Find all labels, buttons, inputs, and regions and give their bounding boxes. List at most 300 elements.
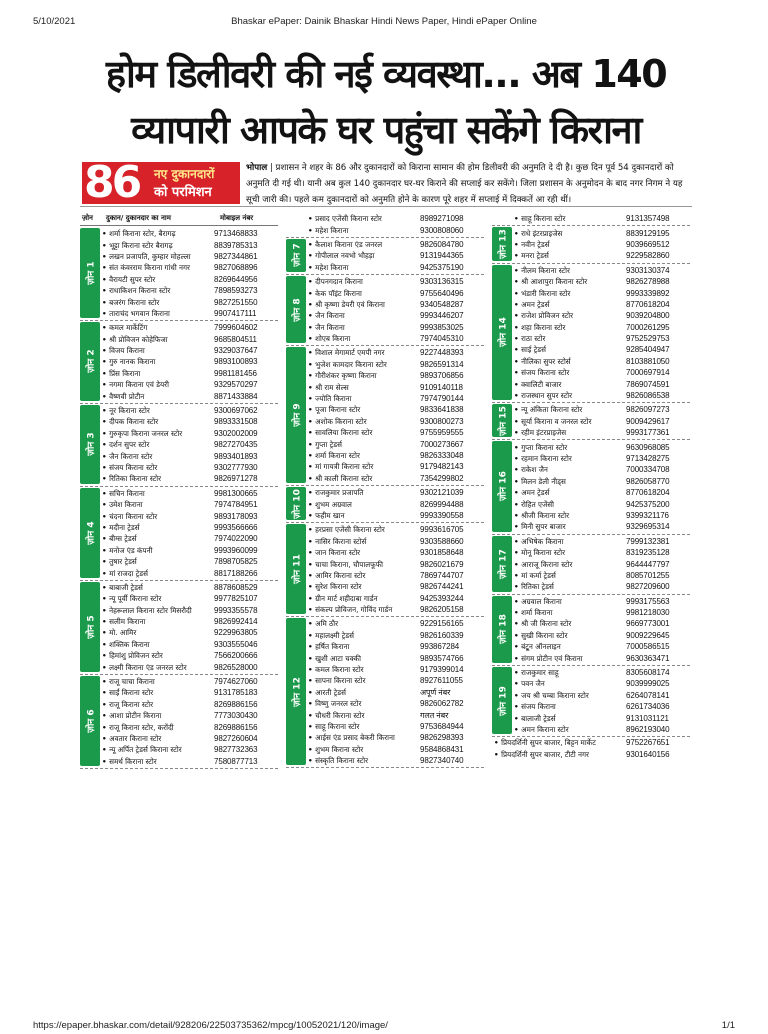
mobile-number: 9893178093 (214, 511, 258, 521)
table-row (514, 276, 690, 287)
mobile-number: 9893331508 (214, 417, 258, 427)
zone-label-text: ज़ोन 3 (86, 432, 97, 456)
header-zone: ज़ोन (82, 214, 93, 222)
mobile-number: 7000586515 (626, 642, 670, 652)
table-row (514, 521, 690, 532)
shop-name: • श्रीजी किराना स्टोर (514, 510, 626, 521)
shop-name: • नवीन ट्रेडर्स (514, 239, 626, 250)
table-row (308, 276, 484, 287)
mobile-number: 8269886156 (214, 699, 258, 709)
mobile-number: 9425375200 (626, 499, 670, 509)
table-row (514, 476, 690, 487)
mobile-number: 9993566666 (214, 522, 258, 532)
shop-name: • आराजू किराना स्टोर (514, 559, 626, 570)
shop-name: • केक पॉइंट किराना (308, 288, 420, 299)
shop-name: • नगमा किराना एवं डेयरी (102, 379, 214, 390)
mobile-number: 9300697062 (214, 406, 258, 416)
shop-name: • गुप्ता ट्रेडर्स (308, 439, 420, 450)
permission-badge (82, 157, 240, 208)
table-row (308, 581, 484, 592)
mobile-number: 9303130374 (626, 265, 670, 275)
table-row (514, 378, 690, 389)
table-row (308, 347, 484, 358)
shop-name: • वैरायटी सुपर स्टोर (102, 274, 214, 285)
shop-name: • श्री कृष्णा डेयरी एवं किराना (308, 299, 420, 310)
zone-label (286, 347, 306, 483)
shop-name: • मनोज एंड कंपनी (102, 545, 214, 556)
mobile-number: 9833641838 (420, 405, 464, 415)
mobile-number: 7898593273 (214, 286, 258, 296)
mobile-number: 8989271098 (420, 214, 464, 224)
shop-name: • जैन किराना स्टोर (102, 451, 214, 462)
shop-name: • बंटू्न ऑनलाइन (514, 641, 626, 652)
table-row (102, 627, 278, 638)
shop-name: • जैन किराना (308, 322, 420, 333)
zone-label-text: ज़ोन 9 (292, 403, 303, 427)
shop-name: • चाचा किराना, चौपालफूफी (308, 559, 420, 570)
zone-label (80, 676, 100, 766)
table-row (102, 334, 278, 345)
zone-block (492, 666, 690, 737)
mobile-number: 9630363471 (626, 653, 670, 663)
zone-label (492, 227, 512, 260)
shop-name: • ज्योति किराना (308, 393, 420, 404)
mobile-number: 8269994488 (420, 499, 464, 509)
zone-label (492, 441, 512, 531)
shop-name: • रहमान किराना स्टोर (514, 453, 626, 464)
shop-name: • ताराचंद भगवान किराना (102, 308, 214, 319)
table-row (308, 664, 484, 675)
table-row (514, 367, 690, 378)
shop-name: • सलीम किराना (102, 616, 214, 627)
table-row (514, 690, 690, 701)
shop-name: • अभिषेक किराना (514, 536, 626, 547)
header-shop: दुकान/ दुकानदार का नाम (106, 214, 171, 222)
zone-label (80, 488, 100, 578)
table-row (308, 498, 484, 509)
zone-label (492, 536, 512, 592)
mobile-number: 9826744241 (420, 582, 464, 592)
shop-name: • उमेश किराना (102, 499, 214, 510)
mobile-number: 6261734036 (626, 702, 670, 712)
shop-name: • सापना किराना स्टोर (308, 675, 420, 686)
mobile-number: गलत नंबर (420, 710, 449, 720)
mobile-number: 9826298393 (420, 733, 464, 743)
zone-block (286, 275, 484, 346)
shop-name: • ग्रीन मार्ट शहीदाबा गार्डन (308, 593, 420, 604)
shop-name: • रोहित एजेंसी (514, 499, 626, 510)
mobile-number: 8839129195 (626, 228, 670, 238)
mobile-number: 9893401893 (214, 451, 258, 461)
shop-name: • महेश किराना (308, 225, 420, 236)
mobile-number: 8962193040 (626, 724, 670, 734)
shop-name: • अमन ट्रेडर्स (514, 299, 626, 310)
mobile-number: 9993175563 (626, 596, 670, 606)
shop-name: • मिनी सुपर बाजार (514, 521, 626, 532)
shop-name: • सावलिया किराना स्टोर (308, 427, 420, 438)
shop-name: • मदीना ट्रेडर्स (102, 522, 214, 533)
table-row (514, 404, 690, 415)
shop-name: • आशा प्रोटीन किराना (102, 710, 214, 721)
mobile-number: 9301640156 (626, 749, 670, 759)
table-row (514, 213, 690, 224)
table-row (102, 605, 278, 616)
table-row (514, 227, 690, 238)
mobile-number: 8305608174 (626, 668, 670, 678)
shop-name: • राजकुमार प्रजापति (308, 487, 420, 498)
mobile-number: 9826333048 (420, 451, 464, 460)
mobile-number: 9826097273 (626, 405, 670, 415)
zone-label-text: ज़ोन 1 (86, 261, 97, 285)
shop-name: • रितिका ट्रेडर्स (514, 581, 626, 592)
shop-name: • अमन किराना स्टोर (514, 724, 626, 735)
mobile-number: 9993616705 (420, 525, 464, 535)
shop-name: • जय श्री चम्बा किराना स्टोर (514, 690, 626, 701)
column-1 (80, 212, 278, 769)
mobile-number: 9329570297 (214, 380, 258, 390)
table-row (102, 251, 278, 262)
shop-name: • भंडारी किराना स्टोर (514, 288, 626, 299)
shop-name: • कैलाश किराना एंड जनरल (308, 239, 420, 250)
mobile-number: 9752529753 (626, 334, 670, 344)
mobile-number: 9584868431 (420, 744, 464, 754)
table-row (102, 428, 278, 439)
table-row (102, 488, 278, 499)
table-row (102, 582, 278, 593)
table-row (308, 461, 484, 472)
zone-label-text: ज़ोन 5 (86, 615, 97, 639)
shop-name: • हरप्रसा एजेंसी किराना स्टोर (308, 524, 420, 535)
shop-name: • साईं किराना स्टोर (102, 687, 214, 698)
mobile-number: 9893706856 (420, 371, 464, 381)
zone-label (80, 322, 100, 401)
mobile-number: 9893100893 (214, 357, 258, 367)
table-row (308, 675, 484, 686)
zone-label (492, 667, 512, 734)
shop-name: • श्री जी किराना स्टोर (514, 618, 626, 629)
table-row (102, 473, 278, 484)
shop-name: • वैष्णवी प्रोटीन (102, 391, 214, 402)
table-row (308, 536, 484, 547)
shop-name: • न्यू पूर्वी किराना स्टोर (102, 593, 214, 604)
table-row (102, 650, 278, 661)
shop-name: • दर्शन सुपर स्टोर (102, 439, 214, 450)
table-row (102, 228, 278, 239)
mobile-number: 9981300665 (214, 488, 258, 498)
table-row (308, 721, 484, 732)
table-row (308, 370, 484, 381)
table-row (514, 356, 690, 367)
shop-name: • मां राजदा ट्रेडर्स (102, 568, 214, 579)
mobile-number: 9425375190 (420, 262, 464, 272)
table-row (308, 381, 484, 392)
shop-name: • भुजेश कामदार किराना स्टोर (308, 359, 420, 370)
shop-name: • सूर्या किराना व जनरल स्टोर (514, 416, 626, 427)
shop-name: • न्यू अंकिता किराना स्टोर (514, 404, 626, 415)
zone-block (492, 226, 690, 263)
table-row (308, 709, 484, 720)
mobile-number: 9993960099 (214, 545, 258, 555)
mobile-number: 9644447797 (626, 559, 670, 569)
mobile-number: 9039999025 (626, 679, 670, 689)
mobile-number: 8085701255 (626, 570, 670, 580)
table-row (308, 744, 484, 755)
table-row (102, 522, 278, 533)
shop-name: • आईस एंड प्रसाद बेकरी किराना (308, 732, 420, 743)
zone-label-text: ज़ोन 10 (292, 488, 303, 519)
table-row (514, 322, 690, 333)
mobile-number: 9826205158 (420, 605, 464, 615)
zone-block (80, 321, 278, 404)
shop-name: • न्यू अर्पित ट्रेडर्स किराना स्टोर (102, 744, 214, 755)
shop-name: • चौधरी किराना स्टोर (308, 710, 420, 721)
shop-name: • नूर किराना स्टोर (102, 405, 214, 416)
zone-label (80, 228, 100, 318)
shop-name: • पूजा किराना स्टोर (308, 404, 420, 415)
zone-label (286, 487, 306, 520)
shop-name: • दीपक किराना स्टोर (102, 416, 214, 427)
mobile-number: 9827209600 (626, 582, 670, 592)
mobile-number: 9713468833 (214, 229, 258, 239)
table-row (102, 733, 278, 744)
mobile-number: 9826084780 (420, 239, 464, 249)
mobile-number: 7974045310 (420, 334, 464, 344)
mobile-number: 9399321176 (626, 510, 669, 520)
table-row (514, 607, 690, 618)
print-header (0, 16, 768, 30)
shop-name: • संजय किराना (514, 701, 626, 712)
table-row (102, 616, 278, 627)
table-row (514, 390, 690, 401)
table-row (308, 393, 484, 404)
zone-block (492, 535, 690, 595)
mobile-number: 9329695314 (626, 522, 670, 532)
zone-label-text: ज़ोन 12 (292, 676, 303, 707)
header-mobile: मोबाइल नंबर (220, 214, 254, 222)
zone-block (286, 523, 484, 617)
table-row (514, 596, 690, 607)
mobile-number: 993867284 (420, 642, 460, 652)
zone-label (286, 618, 306, 765)
zone-block (286, 212, 484, 238)
shop-name: • राजकुमार साहू (514, 667, 626, 678)
mobile-number: 9303555046 (214, 639, 258, 649)
table-row (514, 630, 690, 641)
mobile-number: 9630968085 (626, 442, 670, 452)
mobile-number: 9993355578 (214, 605, 258, 615)
table-row (102, 345, 278, 356)
mobile-number: 9229582860 (626, 251, 670, 261)
mobile-number: 9303136315 (420, 277, 464, 287)
table-row (102, 499, 278, 510)
zone-label (286, 239, 306, 272)
shop-name: • विशाल मेगामार्ट एमपी नगर (308, 347, 420, 358)
table-row (308, 755, 484, 766)
mobile-number: 9179482143 (420, 462, 464, 472)
zone-block (80, 675, 278, 769)
shop-name: • शहा किराना स्टोर (514, 322, 626, 333)
zone-block (286, 486, 484, 523)
table-row (514, 712, 690, 723)
shop-name: • संत कंवरराम किराना गांधी नगर (102, 262, 214, 273)
mobile-number: 9285404947 (626, 345, 670, 355)
mobile-number: 9827340740 (420, 756, 464, 766)
table-row (102, 687, 278, 698)
table-row (308, 310, 484, 321)
mobile-number: 9827270435 (214, 440, 258, 450)
shop-name: • राधे इंटरप्राइजेस (514, 228, 626, 239)
table-row (102, 710, 278, 721)
mobile-number: 8269644956 (214, 274, 258, 284)
shop-name: • तुषार ट्रेडर्स (102, 556, 214, 567)
zone-label (286, 524, 306, 614)
table-row (308, 250, 484, 261)
table-row (514, 498, 690, 509)
shop-name: • राधाकिशन किराना स्टोर (102, 285, 214, 296)
zone-block (286, 617, 484, 768)
table-row (308, 641, 484, 652)
shop-name: • सुखी किराना स्टोर (514, 630, 626, 641)
table-row (308, 450, 484, 461)
shop-name: • संजय किराना स्टोर (102, 462, 214, 473)
mobile-number: 9752267651 (626, 738, 670, 748)
table-row (514, 239, 690, 250)
shop-name: • मनरा ट्रेडर्स (514, 250, 626, 261)
mobile-number: 9340548287 (420, 299, 464, 309)
mobile-number: 9131031121 (626, 713, 669, 723)
table-row (514, 510, 690, 521)
table-row (102, 262, 278, 273)
table-row (514, 250, 690, 261)
mobile-number: 9753684944 (420, 721, 464, 731)
mobile-number: 9993446207 (420, 311, 464, 321)
zone-label-text: ज़ोन 8 (292, 297, 303, 322)
column-2 (286, 212, 484, 768)
table-row (102, 416, 278, 427)
shop-name: • कमल मार्केटिंग (102, 322, 214, 333)
shop-name: • मां कर्मा ट्रेडर्स (514, 570, 626, 581)
print-page-title: Bhaskar ePaper: Dainik Bhaskar Hindi News Paper, Hindi ePaper Online (231, 16, 537, 27)
table-row (308, 262, 484, 273)
shop-name: • महालक्ष्मी ट्रेडर्स (308, 630, 420, 641)
zone-block (286, 346, 484, 486)
table-row (102, 462, 278, 473)
zone-label-text: ज़ोन 7 (292, 243, 303, 268)
table-row (514, 701, 690, 712)
table-row (102, 744, 278, 755)
mobile-number: 9827260604 (214, 733, 258, 743)
shop-name: • संस्कृति किराना स्टोर (308, 755, 420, 766)
mobile-number: 7354299802 (420, 473, 464, 483)
table-row (102, 439, 278, 450)
shop-name: • मां गायत्री किराना स्टोर (308, 461, 420, 472)
table-row (102, 322, 278, 333)
zone-block (492, 264, 690, 404)
mobile-number: 9977825107 (214, 594, 258, 604)
mobile-number: 9131944365 (420, 251, 464, 261)
table-row (102, 368, 278, 379)
shop-name: • मो. आमिर (102, 627, 214, 638)
mobile-number: 9827068896 (214, 263, 258, 273)
table-row (514, 487, 690, 498)
shop-name: • समर्थ किराना स्टोर (102, 756, 214, 767)
table-row (514, 416, 690, 427)
table-row (102, 661, 278, 672)
table-row (308, 287, 484, 298)
mobile-number: 7580877713 (214, 756, 258, 766)
shop-name: • नेहरूलाल किराना स्टोर मिसरौदी (102, 605, 214, 616)
table-row (514, 641, 690, 652)
shop-name: • श्री राम सेल्स (308, 382, 420, 393)
mobile-number: 9981218030 (626, 608, 670, 618)
print-url: https://epaper.bhaskar.com/detail/928206/22503735362/mpcg/10052021/120/image/ (33, 1020, 388, 1031)
mobile-number: 9302002009 (214, 428, 258, 438)
table-row (102, 533, 278, 544)
shop-name: • शक्तिक किराना (102, 639, 214, 650)
mobile-number: 9669773001 (626, 619, 670, 629)
table-row (102, 274, 278, 285)
zone-label (492, 404, 512, 437)
table-row (102, 450, 278, 461)
mobile-number: अपूर्ण नंबर (420, 687, 451, 697)
table-row (308, 404, 484, 415)
table-row (514, 581, 690, 592)
table-row (514, 427, 690, 438)
shop-name: • गोपीलाल नवभो भौहड़ा (308, 250, 420, 261)
mobile-number: 7999604602 (214, 323, 258, 333)
table-row (494, 737, 690, 748)
newspaper-clipping (80, 44, 692, 784)
table-row (308, 630, 484, 641)
mobile-number: 9302777930 (214, 463, 258, 472)
mobile-number: 9685804511 (214, 334, 257, 344)
zone-label-text: ज़ोन 4 (86, 520, 97, 545)
mobile-number: 7000697914 (626, 368, 670, 378)
table-row (102, 756, 278, 767)
table-row (102, 545, 278, 556)
shop-name: • कमल किराना स्टोर (308, 664, 420, 675)
table-row (102, 510, 278, 521)
shop-name: • प्रसाद एजेंसी किराना स्टोर (308, 213, 420, 224)
shop-name: • लखन प्रजापति, कुम्हार मोहल्ला (102, 251, 214, 262)
shop-name: • बीग्स ट्रेडर्स (102, 533, 214, 544)
shop-name: • रहीम इंटरप्राइजेस (514, 427, 626, 438)
mobile-number: 9300800273 (420, 416, 464, 426)
mobile-number: 9227448393 (420, 348, 464, 358)
mobile-number: 9303588660 (420, 536, 464, 546)
shop-name: • संगम प्रोटीन एवं किराना (514, 653, 626, 664)
shop-name: • नासिर किराना स्टोर्स (308, 536, 420, 547)
table-header (80, 212, 278, 226)
mobile-number: 7566200666 (214, 651, 258, 661)
zone-label-text: ज़ोन 15 (498, 405, 509, 436)
shop-name: • प्रिंस किराना (102, 368, 214, 379)
mobile-number: 7974627060 (214, 677, 258, 687)
table-row (102, 556, 278, 567)
mobile-number: 7000261295 (626, 322, 670, 332)
shop-name: • राजेश प्रोविजन स्टोर (514, 310, 626, 321)
shop-name: • महेश किराना (308, 262, 420, 273)
mobile-number: 7974790144 (420, 394, 464, 404)
mobile-number: 8871433884 (214, 391, 258, 401)
table-row (308, 698, 484, 709)
zone-label-text: ज़ोन 16 (498, 471, 509, 502)
mobile-number: 9009429617 (626, 416, 670, 426)
mobile-number: 9229156165 (420, 619, 464, 629)
shop-name: • राठा स्टोर (514, 333, 626, 344)
mobile-number: 9826160339 (420, 630, 464, 640)
mobile-number: 9131785183 (214, 688, 258, 698)
